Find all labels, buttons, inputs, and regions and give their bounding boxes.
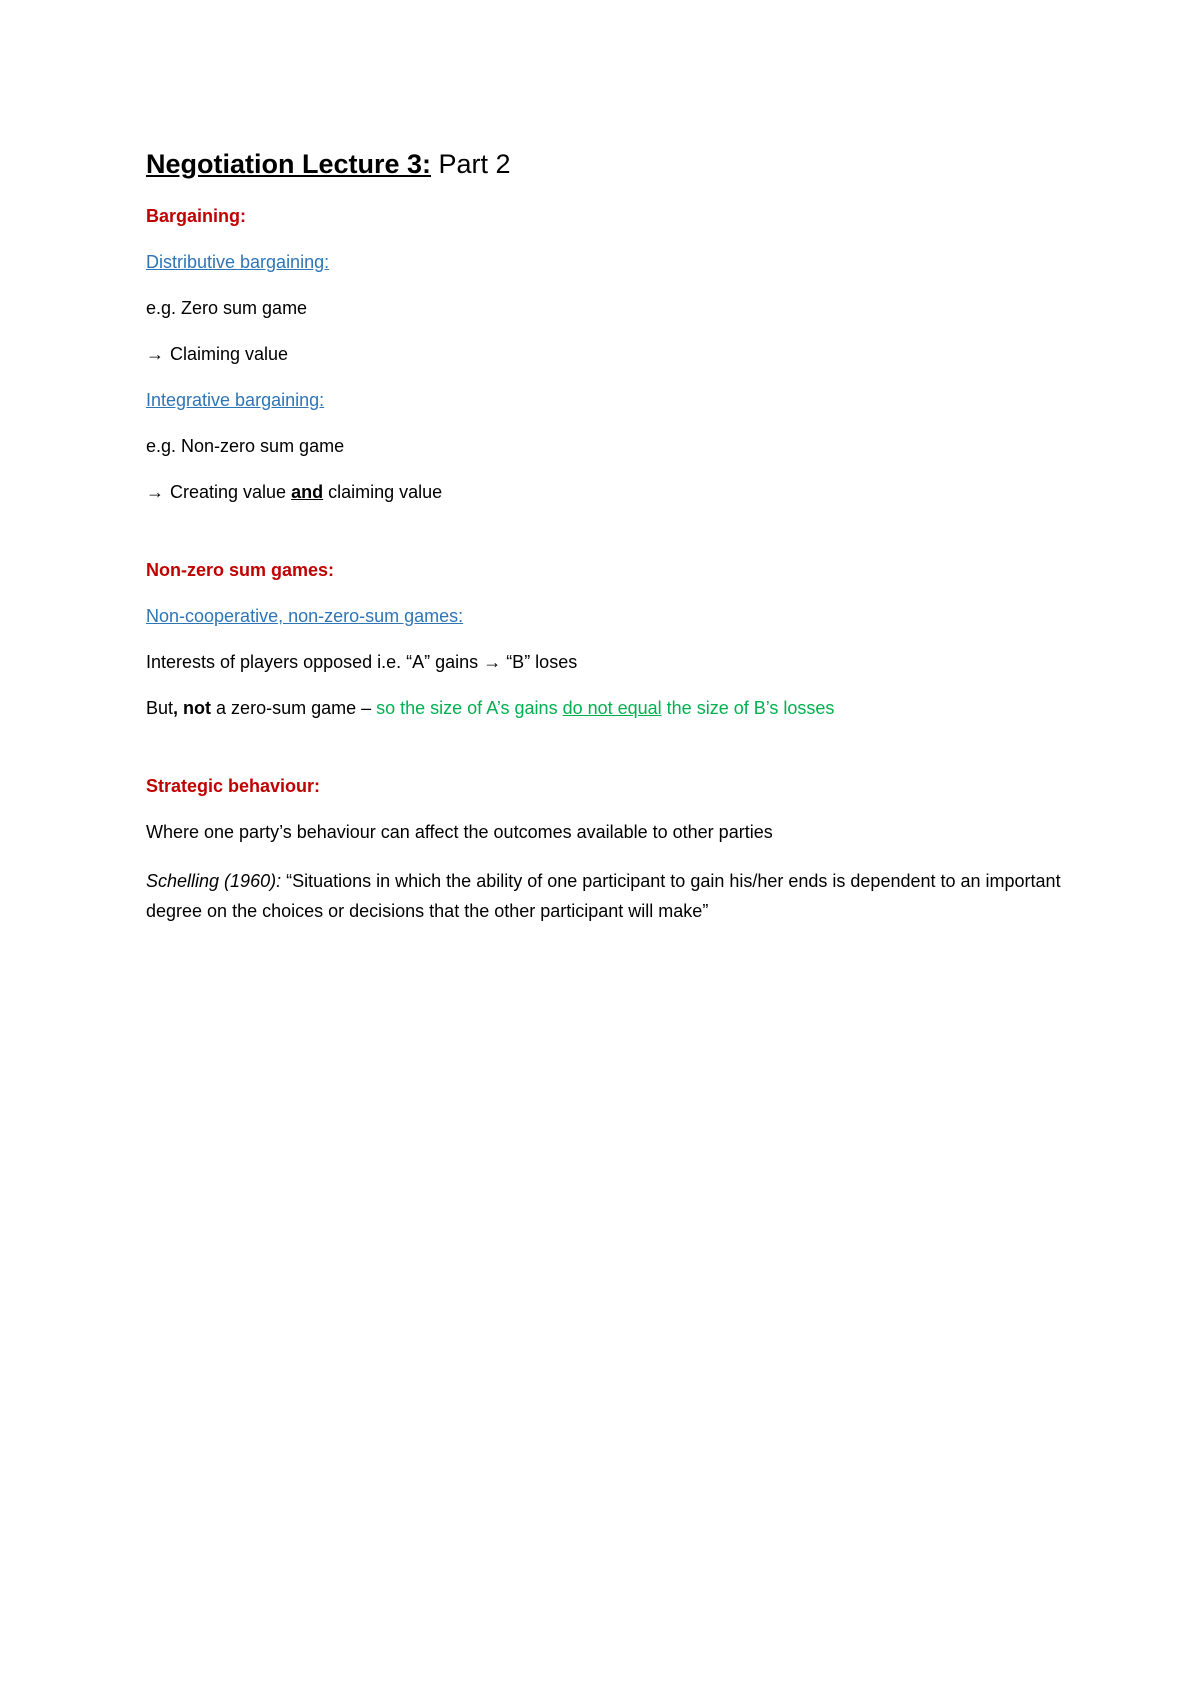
- distributive-result-text: Claiming value: [170, 344, 289, 364]
- noncooperative-heading: Non-cooperative, non-zero-sum games:: [146, 606, 464, 626]
- arrow-icon: →: [146, 344, 164, 364]
- strategic-heading: Strategic behaviour:: [146, 776, 321, 796]
- but-not: not: [178, 698, 212, 718]
- schelling-quote-text: “Situations in which the ability of one participant to gain his/her ends is dependent to an important degree on the choices or decisions that the other participant will make”: [146, 871, 1061, 921]
- arrow-icon: →: [483, 652, 502, 672]
- integrative-example: e.g. Non-zero sum game: [146, 436, 345, 456]
- schelling-quote: [146, 866, 1076, 926]
- but-rest: a zero-sum game –: [211, 698, 377, 718]
- interests-line: [146, 650, 1076, 674]
- distributive-result: [146, 342, 1076, 366]
- but-line: [146, 696, 1076, 720]
- title-bold-part: Negotiation Lecture 3:: [146, 149, 432, 179]
- interests-post: “B” loses: [501, 652, 578, 672]
- but-pre: But: [146, 698, 174, 718]
- distributive-example: e.g. Zero sum game: [146, 298, 308, 318]
- document-content: [146, 146, 1076, 926]
- green-underlined: do not equal: [562, 698, 662, 718]
- green-post: the size of B’s losses: [661, 698, 835, 718]
- green-pre: so the size of A’s gains: [376, 698, 563, 718]
- but-comma: ,: [173, 698, 179, 718]
- strategic-definition: Where one party’s behaviour can affect the outcomes available to other parties: [146, 822, 773, 842]
- page-title: [146, 146, 1076, 182]
- integrative-result-and: and: [291, 482, 324, 502]
- integrative-result: [146, 480, 1076, 504]
- arrow-icon: →: [146, 482, 164, 502]
- distributive-bargaining-heading: Distributive bargaining:: [146, 252, 330, 272]
- schelling-citation: Schelling (1960):: [146, 871, 282, 891]
- integrative-result-pre: Creating value: [170, 482, 292, 502]
- bargaining-heading: Bargaining:: [146, 206, 247, 226]
- nonzero-heading: Non-zero sum games:: [146, 560, 335, 580]
- title-rest: Part 2: [431, 149, 511, 179]
- integrative-result-post: claiming value: [323, 482, 443, 502]
- interests-pre: Interests of players opposed i.e. “A” gains: [146, 652, 484, 672]
- integrative-bargaining-heading: Integrative bargaining:: [146, 390, 325, 410]
